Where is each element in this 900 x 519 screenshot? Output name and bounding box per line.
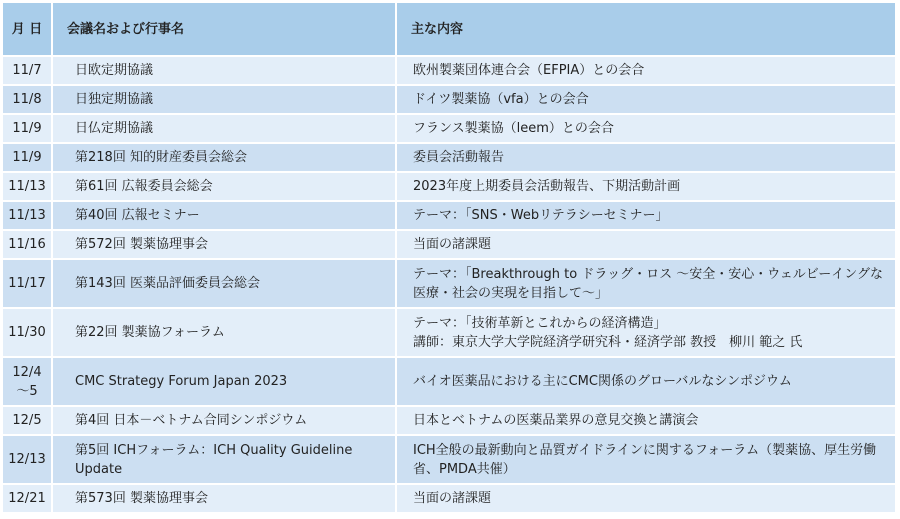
table-row: [3, 231, 897, 260]
content-cell: フランス製薬協（leem）との会合: [397, 115, 897, 144]
event-name-cell: 第40回 広報セミナー: [53, 202, 397, 231]
content-cell: 当面の諸課題: [397, 485, 897, 514]
event-name-cell: 第572回 製薬協理事会: [53, 231, 397, 260]
event-name-cell: 第218回 知的財産委員会総会: [53, 144, 397, 173]
table-row: [3, 115, 897, 144]
table-row: [3, 485, 897, 514]
date-cell: 11/17: [3, 260, 53, 309]
event-name-cell: 第22回 製薬協フォーラム: [53, 309, 397, 358]
content-cell: 委員会活動報告: [397, 144, 897, 173]
header-month: 月 日: [3, 3, 53, 57]
content-cell: テーマ：「SNS・Webリテラシーセミナー」: [397, 202, 897, 231]
date-cell: 12/21: [3, 485, 53, 514]
table-row: [3, 173, 897, 202]
header-row: [3, 3, 897, 57]
date-cell: 12/13: [3, 436, 53, 485]
date-cell: 11/16: [3, 231, 53, 260]
date-cell: 11/13: [3, 202, 53, 231]
event-name-cell: 第573回 製薬協理事会: [53, 485, 397, 514]
event-name-cell: 日独定期協議: [53, 86, 397, 115]
content-cell: テーマ：「技術革新とこれからの経済構造」 講師：東京大学大学院経済学研究科・経済学部 教授 柳川 範之 氏: [397, 309, 897, 358]
content-cell: 2023年度上期委員会活動報告、下期活動計画: [397, 173, 897, 202]
table-row: [3, 202, 897, 231]
date-cell: 11/7: [3, 57, 53, 86]
content-cell: 当面の諸課題: [397, 231, 897, 260]
table-row: [3, 407, 897, 436]
date-cell: 12/4 ～5: [3, 358, 53, 407]
event-name-cell: 第5回 ICHフォーラム：ICH Quality Guideline Update: [53, 436, 397, 485]
date-cell: 11/9: [3, 115, 53, 144]
table-row: [3, 86, 897, 115]
event-name-cell: 日仏定期協議: [53, 115, 397, 144]
header-event-name: 会議名および行事名: [53, 3, 397, 57]
content-cell: 欧州製薬団体連合会（EFPIA）との会合: [397, 57, 897, 86]
event-name-cell: 第4回 日本－ベトナム合同シンポジウム: [53, 407, 397, 436]
table-row: [3, 144, 897, 173]
header-content: 主な内容: [397, 3, 897, 57]
table-row: [3, 436, 897, 485]
table-row: [3, 309, 897, 358]
schedule-table: [3, 3, 897, 514]
content-cell: ドイツ製薬協（vfa）との会合: [397, 86, 897, 115]
event-name-cell: 第61回 広報委員会総会: [53, 173, 397, 202]
table-row: [3, 260, 897, 309]
event-name-cell: 日欧定期協議: [53, 57, 397, 86]
event-name-cell: 第143回 医薬品評価委員会総会: [53, 260, 397, 309]
date-cell: 11/13: [3, 173, 53, 202]
content-cell: 日本とベトナムの医薬品業界の意見交換と講演会: [397, 407, 897, 436]
content-cell: テーマ：「Breakthrough to ドラッグ・ロス ～安全・安心・ウェルビーイングな医療・社会の実現を目指して～」: [397, 260, 897, 309]
date-cell: 11/9: [3, 144, 53, 173]
content-cell: バイオ医薬品における主にCMC関係のグローバルなシンポジウム: [397, 358, 897, 407]
date-cell: 11/30: [3, 309, 53, 358]
table-row: [3, 57, 897, 86]
event-name-cell: CMC Strategy Forum Japan 2023: [53, 358, 397, 407]
table-row: [3, 358, 897, 407]
date-cell: 11/8: [3, 86, 53, 115]
date-cell: 12/5: [3, 407, 53, 436]
content-cell: ICH全般の最新動向と品質ガイドラインに関するフォーラム（製薬協、厚生労働省、PMDA共催）: [397, 436, 897, 485]
